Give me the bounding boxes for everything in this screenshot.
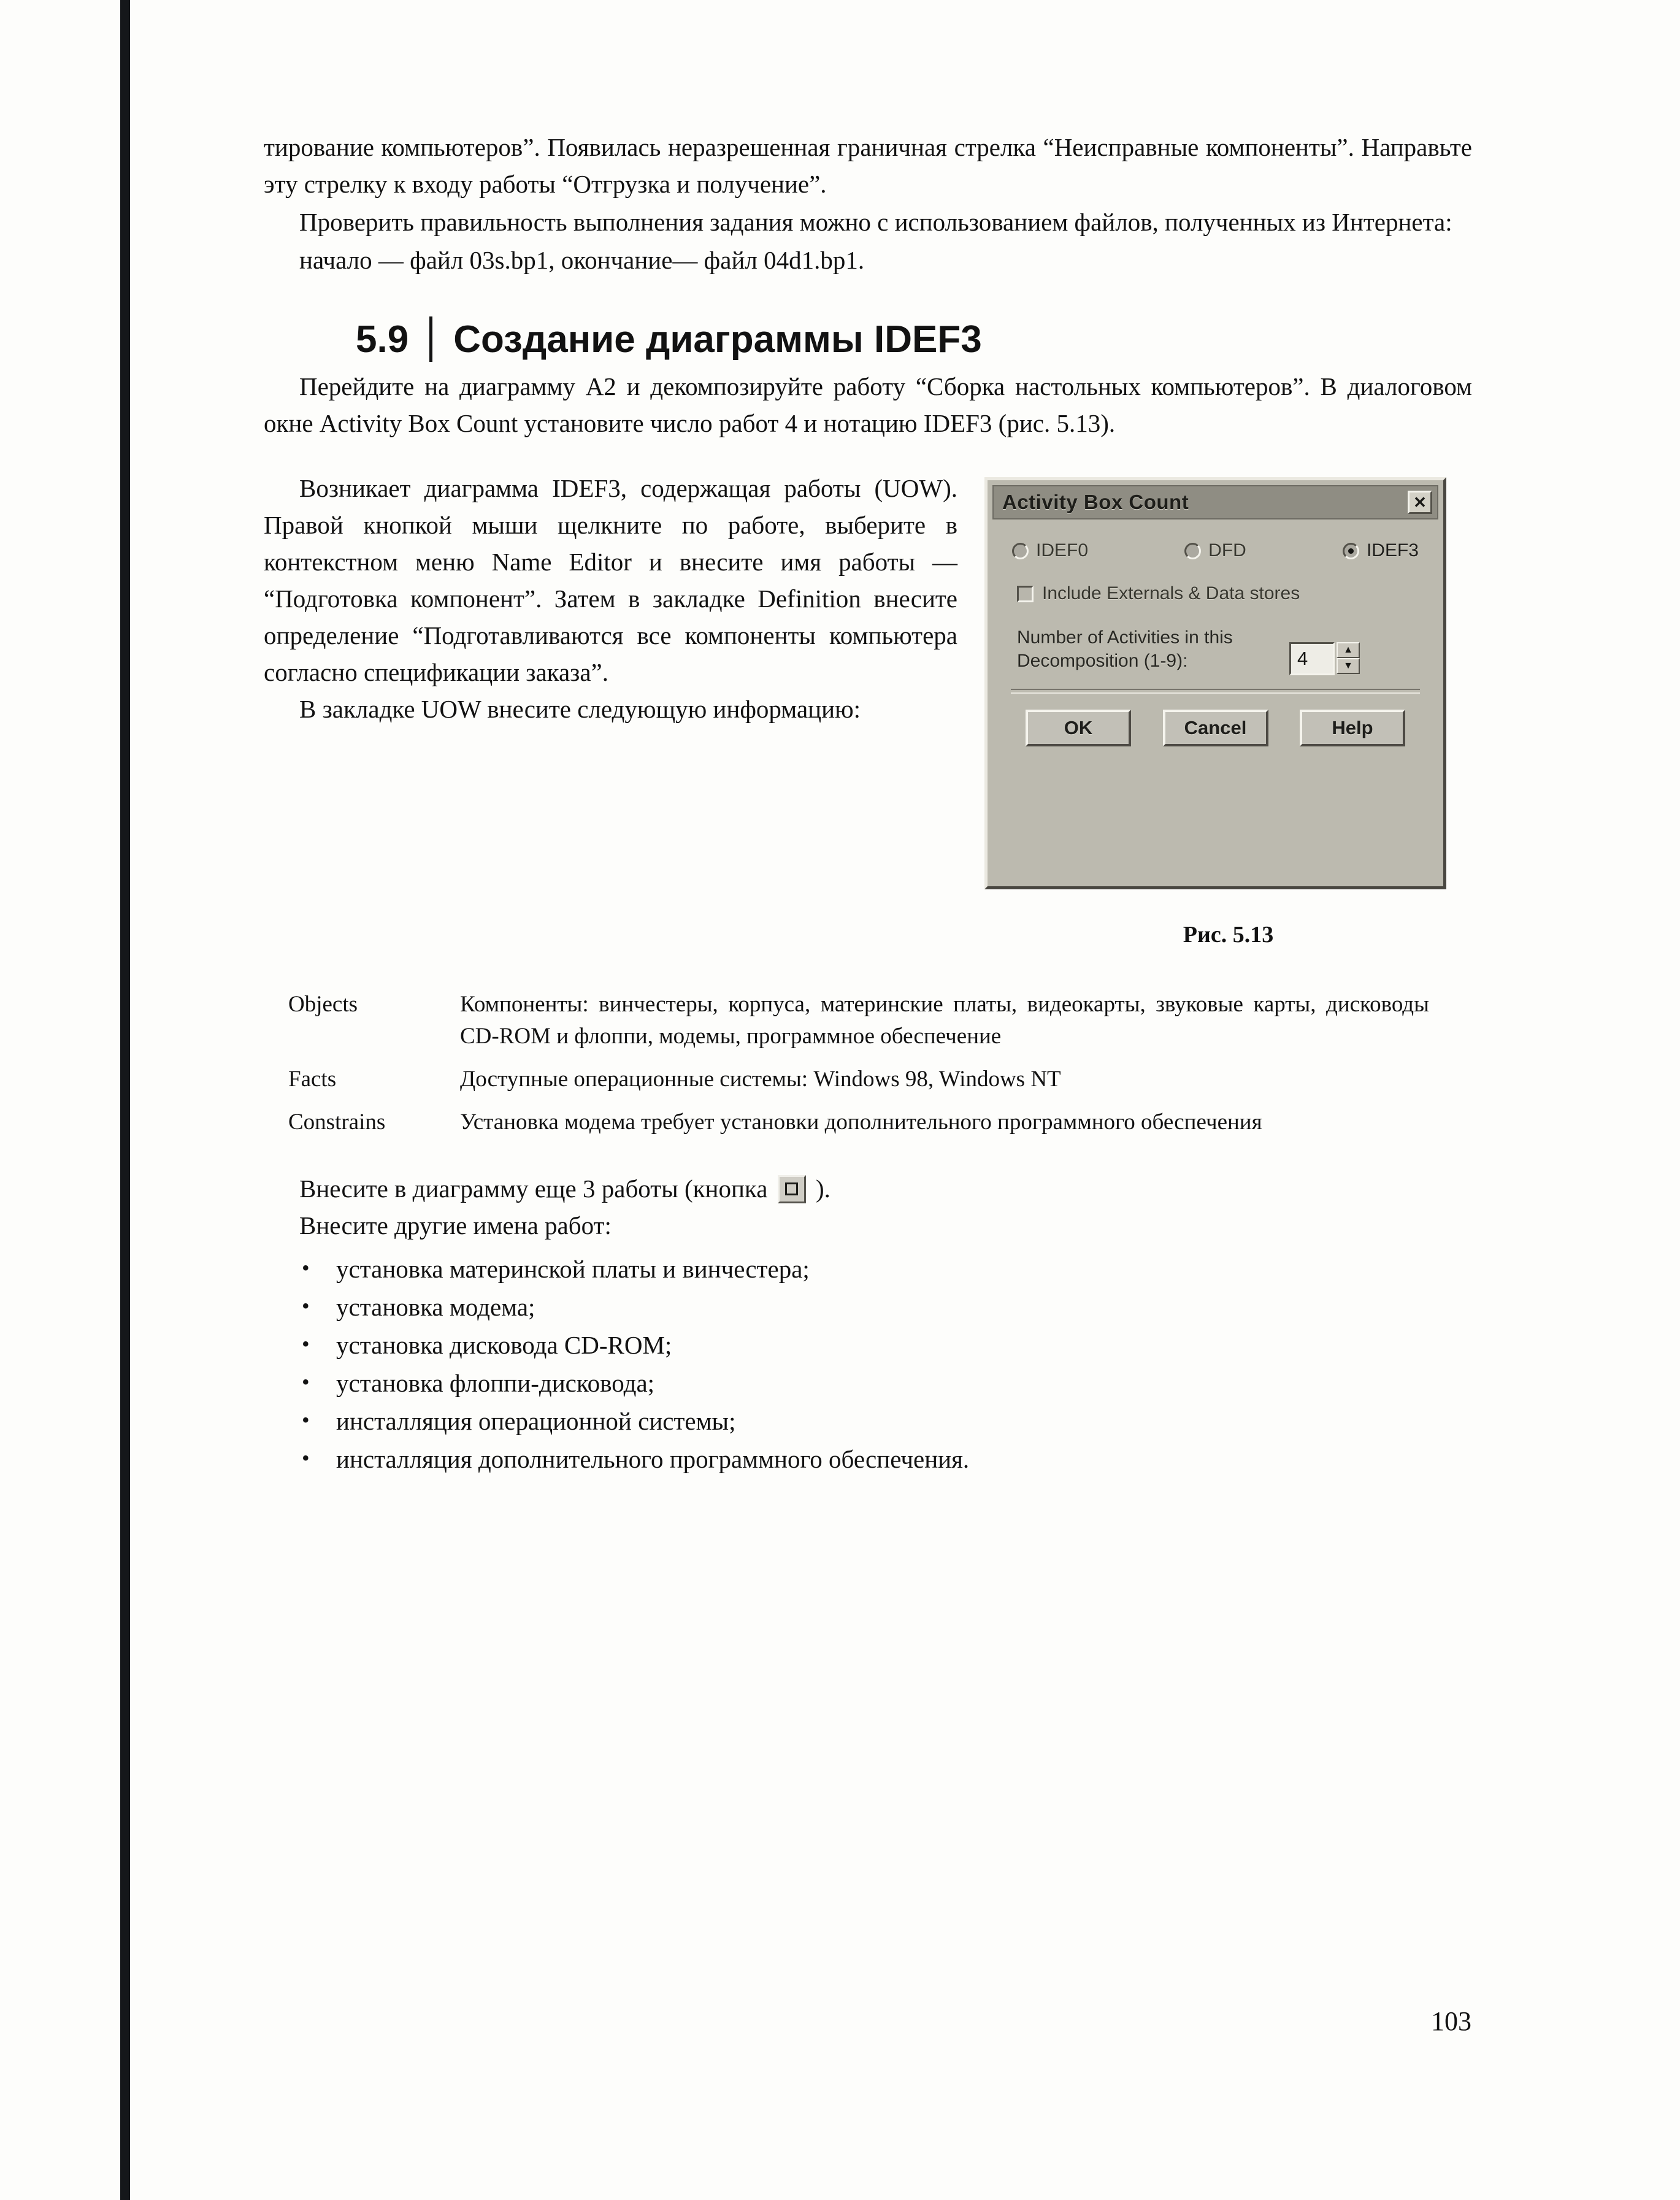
activity-count-input[interactable]: 4 <box>1289 642 1335 675</box>
dialog-separator <box>1011 689 1420 694</box>
activity-count-label <box>1017 626 1281 673</box>
page-number: 103 <box>1431 2006 1471 2036</box>
list-item: • установка дисковода CD-ROM; <box>264 1326 1472 1364</box>
definition-desc-objects: Компоненты: винчестеры, корпуса, материнские платы, видеокарты, звуковые карты, дисководы CD-ROM и флоппи, модемы, программное обеспечение <box>460 992 1429 1049</box>
list-item <box>288 1064 1429 1095</box>
list-item: • установка материнской платы и винчестера; <box>264 1250 1472 1288</box>
dialog-titlebar <box>992 485 1438 519</box>
list-item: • инсталляция операционной системы; <box>264 1402 1472 1440</box>
paragraph-body-1: Перейдите на диаграмму А2 и декомпозируйте работу “Сборка настольных компьютеров”. В диалоговом окне Activity Box Count установите число работ 4 и нотацию IDEF3 (рис. 5.13). <box>264 372 1472 437</box>
paragraph-intro-2: Проверить правильность выполнения задания можно с использованием файлов, полученных из Интернета: <box>299 208 1452 236</box>
paragraph-intro-1: тирование компьютеров”. Появилась неразрешенная граничная стрелка “Неисправные компоненты”. Направьте эту стрелку к входу работы “Отгрузка и получение”. <box>264 133 1472 198</box>
cancel-button[interactable]: Cancel <box>1163 710 1268 746</box>
dialog-body <box>992 519 1438 753</box>
page-content <box>264 129 1472 1478</box>
add-activity-button-icon <box>778 1175 806 1203</box>
paragraph-add-activities <box>264 1170 1472 1207</box>
uow-definition-list <box>288 989 1429 1138</box>
dialog-button-row <box>1008 694 1422 746</box>
paragraph-add-activities-before: Внесите в диаграмму еще 3 работы (кнопка <box>299 1175 768 1203</box>
section-divider-rule <box>429 316 432 362</box>
definition-term-objects: Objects <box>288 992 358 1017</box>
definition-term-facts: Facts <box>288 1067 337 1092</box>
list-item <box>288 989 1429 1052</box>
activity-count-label-line1: Number of Activities in this <box>1017 627 1233 648</box>
activity-count-label-line2: Decomposition (1-9): <box>1017 651 1188 671</box>
radio-idef0[interactable] <box>1012 540 1088 561</box>
figure-caption: Рис. 5.13 <box>1183 922 1274 948</box>
activity-count-stepper[interactable] <box>1289 642 1360 675</box>
radio-idef3[interactable] <box>1343 540 1419 561</box>
dialog-title: Activity Box Count <box>1002 491 1189 513</box>
list-item: • установка флоппи-дисковода; <box>264 1364 1472 1402</box>
activity-count-spin-buttons <box>1337 642 1360 675</box>
radio-idef0-label: IDEF0 <box>1036 540 1089 561</box>
figure-5-13 <box>984 477 1472 948</box>
list-item <box>288 1106 1429 1138</box>
checkbox-indicator <box>1017 586 1034 602</box>
post-list-text <box>264 1170 1472 1244</box>
include-externals-label: Include Externals & Data stores <box>1042 583 1300 604</box>
figure-wrap-area <box>264 470 1472 954</box>
radio-dfd-indicator <box>1184 543 1201 559</box>
activity-count-row <box>1008 626 1422 675</box>
paragraph-intro-3: начало — файл 03s.bp1, окончание— файл 04d1.bp1. <box>299 246 865 274</box>
close-icon[interactable]: ✕ <box>1408 491 1432 514</box>
ok-button[interactable]: OK <box>1026 710 1131 746</box>
paragraph-body-3: В закладке UOW внесите следующую информацию: <box>299 695 861 723</box>
radio-dfd[interactable] <box>1184 540 1246 561</box>
activity-names-list <box>264 1250 1472 1478</box>
spinner-down-icon[interactable]: ▼ <box>1337 658 1360 674</box>
paragraph-other-names: Внесите другие имена работ: <box>299 1211 612 1240</box>
page-binding-edge <box>120 0 130 2200</box>
paragraph-add-activities-after: ). <box>815 1175 830 1203</box>
list-item: • инсталляция дополнительного программного обеспечения. <box>264 1440 1472 1478</box>
activity-box-count-dialog <box>984 477 1446 889</box>
definition-desc-facts: Доступные операционные системы: Windows 98, Windows NT <box>460 1067 1061 1092</box>
notation-radio-group <box>1008 540 1422 561</box>
spinner-up-icon[interactable]: ▲ <box>1337 642 1360 658</box>
help-button[interactable]: Help <box>1300 710 1405 746</box>
definition-term-constrains: Constrains <box>288 1110 386 1135</box>
radio-idef0-indicator <box>1012 543 1029 559</box>
section-number: 5.9 <box>356 318 409 361</box>
section-title: Создание диаграммы IDEF3 <box>453 318 982 361</box>
list-item: • установка модема; <box>264 1288 1472 1326</box>
radio-idef3-indicator <box>1343 543 1359 559</box>
radio-dfd-label: DFD <box>1208 540 1246 561</box>
include-externals-checkbox[interactable] <box>1008 583 1422 604</box>
definition-desc-constrains: Установка модема требует установки дополнительного программного обеспечения <box>460 1110 1262 1135</box>
radio-idef3-label: IDEF3 <box>1366 540 1419 561</box>
section-heading <box>264 316 1472 362</box>
paragraph-body-2: Возникает диаграмма IDEF3, содержащая работы (UOW). Правой кнопкой мыши щелкните по работе, выберите в контекстном меню Name Editor и внесите имя работы — “Подготовка компонент”. Затем в закладке Definition внесите определение “Подготавливаются все компоненты компьютера согласно спецификации заказа”. <box>264 474 957 686</box>
